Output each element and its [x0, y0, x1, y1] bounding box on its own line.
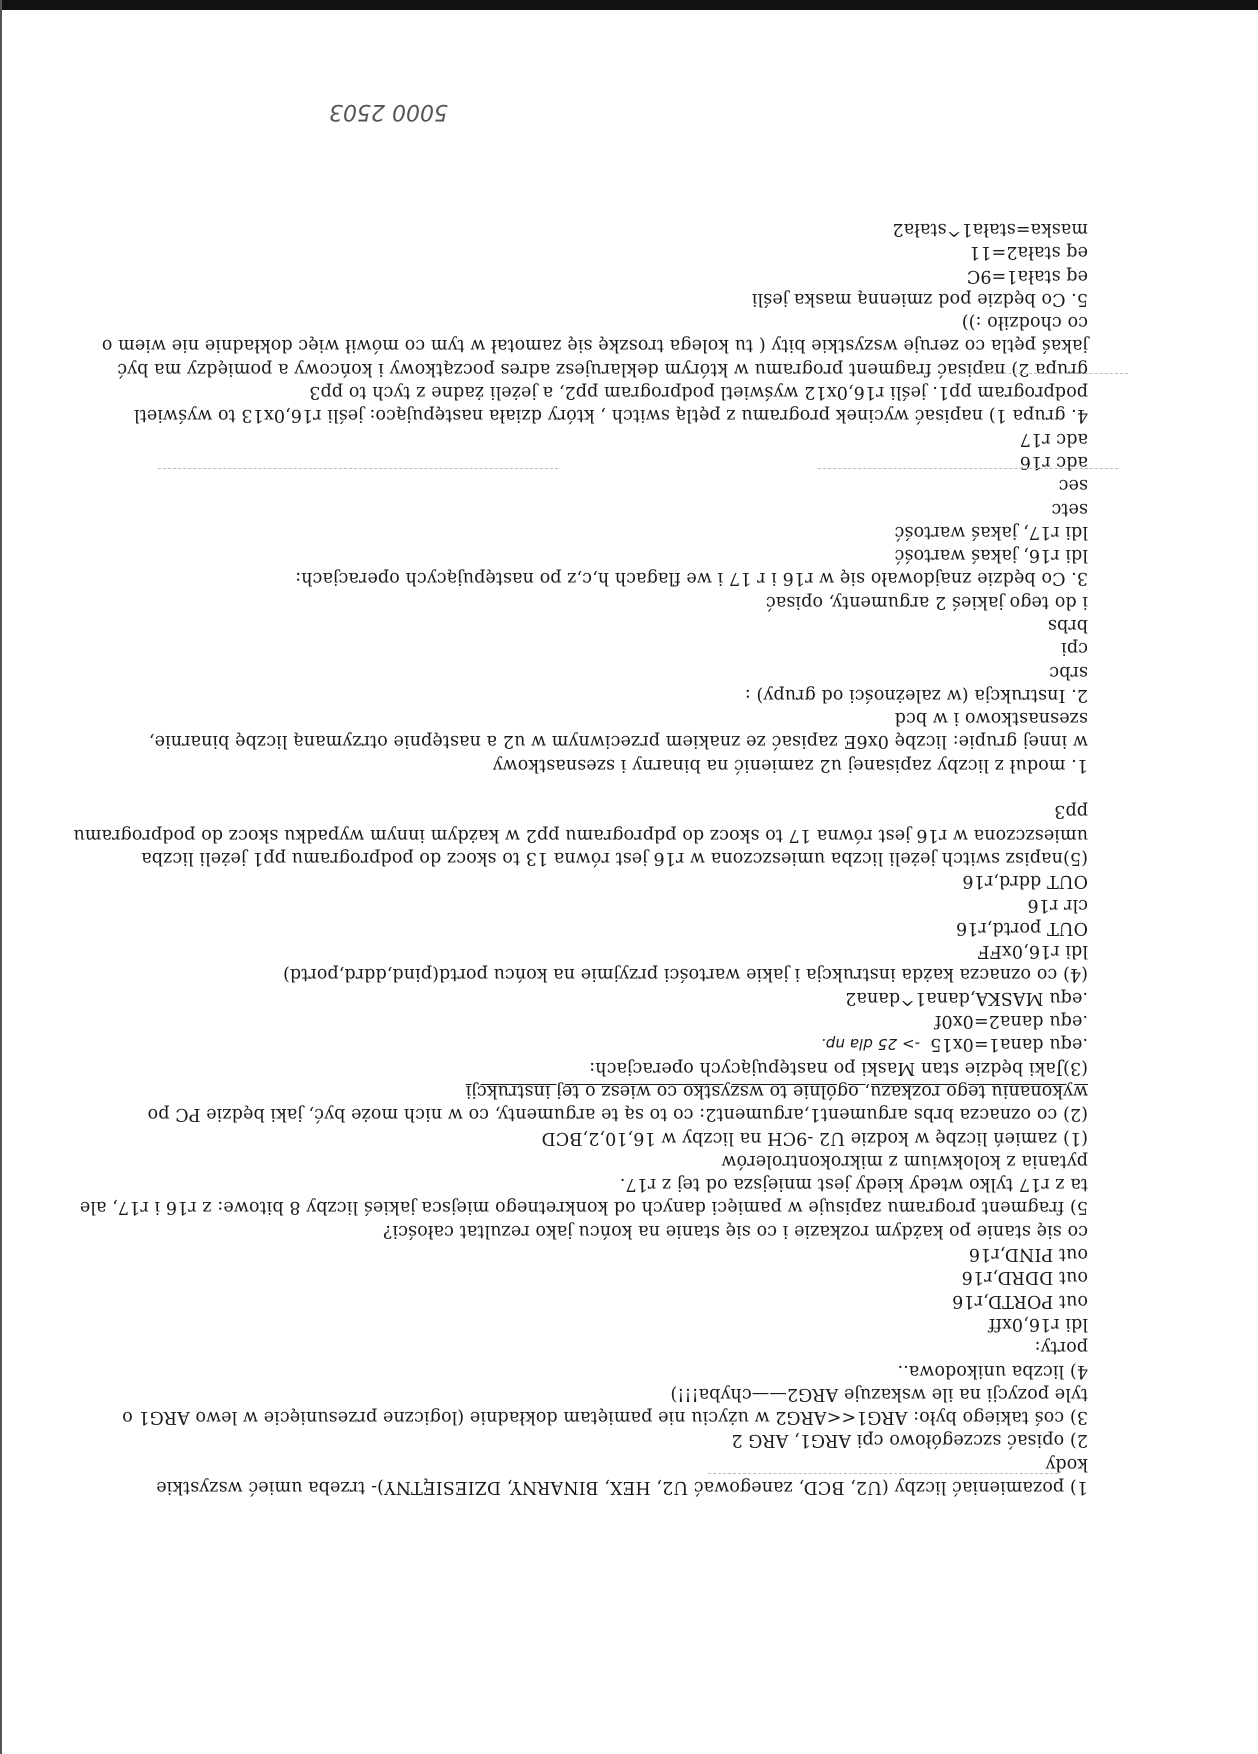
scan-dash-line	[818, 468, 1118, 469]
text-line: ta z r17 tylko wtedy kiedy jest mniejsza od tej z r17.	[619, 1174, 1088, 1195]
text-line: umieszczona w r16 jest równa 17 to skocz do pdprogramu pp2 w każdym innym wypadku skocz do podprogramu	[73, 824, 1088, 845]
text-line: tyle pozycji na ile wskazuje ARG2——chyba!!!)	[670, 1383, 1088, 1404]
text-line: OUT ddrd,r16	[962, 871, 1088, 892]
text-line: ldi r16,0xFF	[977, 941, 1088, 962]
text-line: ldi r17, jakaś wartość	[894, 521, 1088, 542]
text-line: out PORTD,r16	[952, 1290, 1088, 1311]
text-line: out DDRD,r16	[961, 1267, 1088, 1288]
text-line: (3)Jaki będzie stan Maski po następujących operacjach:	[589, 1057, 1088, 1078]
text-line: jakaś pętla co zeruje wszystkie bity ( tu kolega troszkę się zamotał w tym co mówił więc dokładnie nie wiem o	[101, 335, 1088, 356]
text-line: .equ dana1=0x15	[930, 1034, 1088, 1055]
text-line: .equ dana2=0x0f	[934, 1011, 1088, 1032]
text-line: (2) co oznacza brbs argument1,argument2: co to są te argumenty, co w nich może być, jaki będzie PC po	[147, 1104, 1088, 1125]
text-line: (4) co oznacza każda instrukcja i jakie wartości przyjmie na końcu portd(pind,ddrd,portd)	[282, 964, 1088, 985]
text-line: (5)napisz switch jeżeli liczba umieszczona w r16 jest równa 13 to skocz do podprogramu pp1 jeżeli liczba	[141, 847, 1088, 868]
handwritten-note: -> 25 dla np.	[820, 1035, 921, 1054]
text-line: clr r16	[1027, 894, 1088, 915]
text-line: adc r16	[1019, 451, 1088, 472]
text-line: kody	[1045, 1453, 1088, 1474]
text-line: pytania z kolokwium z mikrokontrolerów	[721, 1150, 1088, 1171]
text-line: 5) fragment programu zapisuje w pamięci danych od konkretnego miejsca jakieś liczby 8 bitowe: z r16 i r17, ale	[79, 1197, 1088, 1218]
text-line: out PIND,r16	[968, 1244, 1088, 1265]
text-line: maska=stała1^stała2	[892, 218, 1088, 239]
text-line: ldi r16, jakaś wartość	[894, 545, 1088, 566]
text-line: w innej grupie: liczbę 0x6E zapisać ze znakiem przeciwnym w u2 a następnie otrzymaną liczbę binarnie,	[148, 731, 1088, 752]
text-line: brbs	[1047, 615, 1088, 636]
text-line: podprogram pp1. jeśli r16,0x12 wyświetl podprogram pp2, a jeżeli żadne z tych to pp3	[309, 382, 1088, 403]
exam-notes-text	[73, 217, 1088, 1498]
text-line: szesnastkowo i w bcd	[894, 708, 1088, 729]
text-line: co chodziło :))	[961, 312, 1088, 333]
text-line: adc r17	[1019, 428, 1088, 449]
text-line: co się stanie po każdym rozkazie i co się stanie na końcu jako rezultat całości?	[382, 1220, 1088, 1241]
text-line: (1) zamień liczbę w kodzie U2 -9CH na liczby w 16,10,2,BCD	[541, 1127, 1088, 1148]
text-line: wykonaniu tego rozkazu, ogólnie to wszystko co wiesz o tej instrukcji	[465, 1080, 1088, 1101]
text-line: 4. grupa 1) napisać wycinek programu z pętlą switch , który działa następująco: jeśli r16,0x13 to wyświetl	[133, 405, 1088, 426]
text-line: .equ MASKA,dana1^dana2	[845, 987, 1088, 1008]
scan-dash-line	[708, 1473, 1058, 1474]
text-line: eq stała2=11	[969, 242, 1088, 263]
text-line: 3. Co będzie znajdowało się w r16 i r 17 i we flagach h,c,z po następujących operacjach:	[295, 568, 1088, 589]
corner-handwritten-note: 5000 2503	[329, 99, 448, 124]
text-line: setc	[1051, 498, 1088, 519]
text-line: porty:	[1034, 1337, 1088, 1358]
text-line: sec	[1058, 475, 1088, 496]
text-line-with-note	[128, 1032, 1088, 1055]
text-line: 5. Co będzie pod zmienną maska jeśli	[751, 288, 1088, 309]
text-line: i do tego jakieś 2 argumenty, opisać	[765, 591, 1088, 612]
text-line: 3) coś takiego było: ARG1<<ARG2 w użyciu nie pamiętam dokładnie (logiczne przesunięcie w lewo ARG1 o	[122, 1407, 1088, 1428]
text-line: grupa 2) napisać fragment programu w którym deklarujesz adres początkowy i końcowy a pomiędzy ma być	[117, 358, 1088, 379]
spacer	[128, 776, 1088, 799]
text-line: eq stała1=9C	[966, 265, 1088, 286]
text-line: ldi r16,0xff	[988, 1313, 1088, 1334]
text-line: 2) opisać szczegółowo cpi ARG1, ARG 2	[731, 1430, 1088, 1451]
text-line: 4) liczba unikodowa..	[897, 1360, 1088, 1381]
text-line: srbc	[1049, 661, 1088, 682]
text-line: OUT portd,r16	[955, 917, 1088, 938]
text-line: 1) pozamieniać liczby (U2, BCD, zanegować U2, HEX, BINARNY, DZIESIĘTNY)- trzeba umieć wszystkie	[156, 1477, 1088, 1497]
text-line: cpi	[1061, 638, 1088, 659]
text-line: 2. Instrukcja (w zależności od grupy) :	[744, 684, 1088, 705]
scan-dash-line	[948, 373, 1128, 374]
text-line: 1. moduł z liczby zapisanej u2 zamienić na binarny i szesnastkowy	[492, 754, 1088, 775]
scan-dash-line	[158, 468, 558, 469]
text-line: pp3	[1054, 801, 1088, 822]
